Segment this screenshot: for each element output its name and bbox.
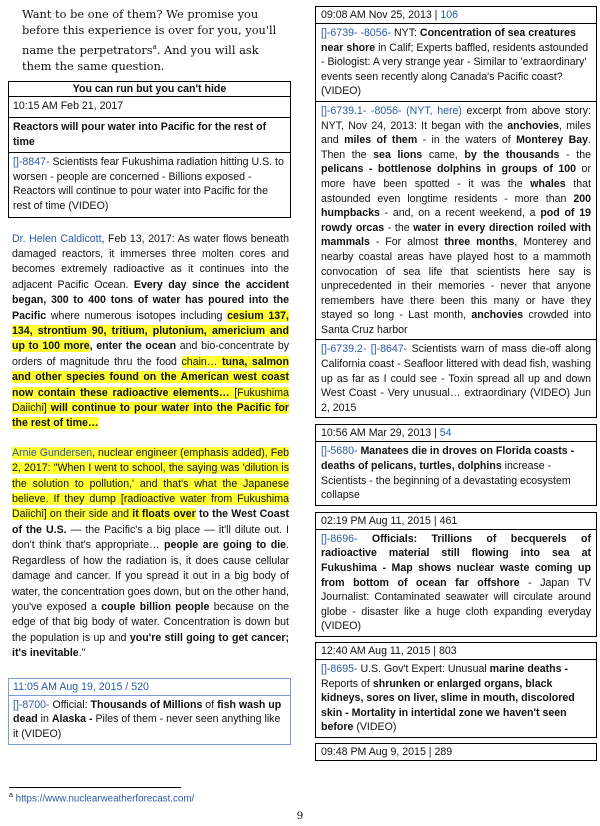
page-number: 9 bbox=[296, 810, 304, 822]
quote-text: . Regardless of how the radiation is, it does cause cellular damage and cancer. If you spread it out in a big body of water, the concentration goes down, but on the other hand, you've exposed a bbox=[12, 539, 289, 613]
quote-highlight: cesium 137, 134, strontium 90, tritium, plutonium, americium and up to 100 more bbox=[12, 309, 289, 353]
quote-text: , Feb 13, 2017: As water flows beneath damaged reactors, it immerses three molten cores and becomes extremely radioactive as it continues into the adjacent Pacific Ocean. bbox=[12, 232, 289, 291]
story-text: . Then the bbox=[321, 134, 591, 161]
story-entry bbox=[9, 696, 290, 745]
timestamp: 09:48 PM Aug 9, 2015 | 289 bbox=[315, 743, 597, 761]
story-text: (VIDEO) bbox=[353, 721, 397, 734]
story-bold: shrunken or enlarged organs, black kidneys, sores on liver, slime in mouth, discolored skin - Mortality in intertidal zone we haven't seen before bbox=[321, 677, 575, 734]
story-text: , Monterey and nearby coastal areas have played host to a mammoth convocation of sea life that scientists here say is unprecedented in their memories - never that anyone remembers have there been this many or have they stayed so long - Last month, bbox=[321, 236, 591, 322]
footnote-link[interactable]: https://www.nuclearweatherforecast.com/ bbox=[15, 793, 195, 805]
quote-highlight: will continue to pour water into the Pacific for the rest of time… bbox=[12, 402, 289, 430]
quote-highlight: [Fukushima Daiichi] bbox=[12, 386, 289, 415]
quote-text: and bio-concentrate by orders of magnitude thru the food bbox=[12, 340, 290, 368]
story-text: - Japan TV Journalist: Contaminated seawater will circulate around globe - disaster like a huge cloth expanding everyday (VIDEO) bbox=[321, 576, 591, 633]
story-text: , miles and bbox=[321, 119, 591, 147]
story-entry bbox=[8, 153, 291, 217]
story-entry bbox=[315, 102, 597, 341]
story-text: crowded into Santa Cruz harbor bbox=[321, 309, 591, 336]
story-link[interactable]: []-6739- -8056- bbox=[321, 27, 392, 39]
story-text: - the bbox=[384, 221, 414, 234]
caldicott-quote bbox=[8, 232, 291, 432]
story-text: or more have been spotted - it was the bbox=[321, 163, 591, 190]
story-text: U.S. Gov't Expert: Unusual bbox=[357, 662, 490, 675]
story-text: - the bbox=[559, 148, 591, 161]
quote-highlight: tuna, salmon and other species found on the American west coast now contain these radioactive elements… bbox=[12, 355, 289, 399]
story-bold: pod of 19 rowdy orcas bbox=[321, 207, 591, 234]
story-text: in Calif; Experts baffled, residents astounded - Biologist: A very strange year - Similar to 'extraordinary' events seen recently along Canada's Pacific coast? (VIDEO) bbox=[321, 41, 589, 98]
box-header: You can run but you can't hide bbox=[8, 81, 291, 97]
story-link[interactable]: []-8847- bbox=[13, 156, 50, 169]
story-text: came, bbox=[422, 148, 465, 161]
story-text: NYT: bbox=[391, 27, 420, 39]
story-bold: Thousands of Millions bbox=[90, 698, 203, 711]
gundersen-link[interactable]: Arnie Gundersen bbox=[12, 446, 93, 459]
story-entry bbox=[315, 660, 597, 738]
quote-highlight: it floats over bbox=[132, 508, 196, 521]
story-bold: Alaska - bbox=[51, 713, 93, 726]
timestamp bbox=[315, 424, 597, 442]
caldicott-link[interactable]: Dr. Helen Caldicott bbox=[12, 232, 102, 245]
quote-bold: people are going to die bbox=[164, 539, 287, 552]
story-text: - For almost bbox=[369, 236, 445, 249]
footnote bbox=[9, 792, 194, 804]
story-text: Piles of them - never seen anything like it (VIDEO) bbox=[13, 713, 281, 740]
story-link[interactable]: []-8700- bbox=[13, 698, 50, 711]
headline-text: Reactors will pour water into Pacific for the rest of time bbox=[13, 121, 267, 148]
story-entry bbox=[315, 530, 597, 637]
story-bold: water in every direction roiled with mammals bbox=[321, 221, 591, 249]
story-bold: Concentration of sea creatures near shore bbox=[321, 27, 576, 54]
story-text: increase - Scientists - the beginning of a devastating ecosystem collapse bbox=[321, 460, 571, 502]
quote-text: because on the edge of that big body of water. Concentration is down but the population is up and bbox=[12, 600, 289, 644]
story-bold: Monterey Bay bbox=[516, 134, 589, 147]
story-text: Scientists warn of mass die-off along California coast - Seafloor littered with dead fish, washing up as far as I could see - Toxin spread all up and down West Coast - Very unusual… extraordinary (VIDEO) Jun 2, 2015 bbox=[321, 343, 591, 414]
fish-story-box bbox=[8, 678, 291, 746]
story-bold: Manatees die in droves on Florida coasts - deaths of pelicans, turtles, dolphins bbox=[321, 445, 575, 473]
story-bold: Officials: Trillions of becquerels of radioactive material still flowing into sea at Fukushima - Map shows nuclear waste coming up from bottom of ocean far offshore bbox=[321, 532, 591, 589]
intro-text: Want to be one of them? We promise you before this experience is over for you, you'll name the perpetrators bbox=[22, 7, 277, 57]
story-text: that astounded even longtime residents - more than bbox=[321, 177, 591, 205]
gundersen-quote bbox=[8, 446, 291, 662]
timestamp: 10:15 AM Feb 21, 2017 bbox=[8, 97, 291, 118]
intro-paragraph bbox=[8, 6, 291, 74]
timestamp bbox=[315, 6, 597, 24]
story-text: in bbox=[37, 713, 52, 726]
story-bold: by the thousands bbox=[464, 148, 560, 161]
story-bold: sea lions bbox=[373, 148, 423, 161]
story-link[interactable]: []-5680- bbox=[321, 445, 358, 458]
quote-bold: , enter the ocean bbox=[89, 340, 177, 353]
story-bold: marine deaths - bbox=[489, 662, 568, 675]
story-bold: anchovies bbox=[471, 309, 524, 322]
footnote-mark: a bbox=[9, 792, 13, 799]
story-bold: anchovies bbox=[507, 119, 560, 132]
story-text: - in the waters of bbox=[417, 134, 517, 147]
quote-text: where numerous isotopes including bbox=[46, 309, 228, 322]
quote-text: — the Pacific's a big place — it'll dilute out. I don't think that's appropriate… bbox=[12, 523, 289, 552]
quote-text: ." bbox=[78, 647, 86, 660]
timestamp-text: 10:56 AM Mar 29, 2013 | bbox=[321, 427, 440, 440]
timestamp-count[interactable]: 54 bbox=[439, 427, 452, 440]
story-text: - and, on a recent weekend, a bbox=[379, 207, 541, 220]
story-bold: miles of them bbox=[344, 134, 418, 147]
story-link[interactable]: []-8696- bbox=[321, 532, 358, 545]
story-text: Scientists fear Fukushima radiation hitting U.S. to worsen - people are concerned - Billions exposed - Reactors will continue to pour water into Pacific for the rest of time (VIDEO) bbox=[13, 156, 284, 212]
footnote-ref[interactable]: a bbox=[152, 42, 157, 51]
story-entry bbox=[315, 24, 597, 102]
story-text: Official: bbox=[49, 698, 91, 711]
footnote-divider bbox=[9, 787, 181, 788]
timestamp-count[interactable]: 106 bbox=[440, 9, 459, 21]
story-bold: whales bbox=[530, 177, 566, 190]
story-bold: pelicans - bottlenose dolphins in groups of 100 bbox=[321, 163, 577, 176]
story-entry bbox=[315, 442, 597, 505]
quote-highlight: , nuclear engineer (emphasis added), Feb 2, 2017: "When I went to school, the saying was 'dilution is the solution to pollution,' and that's what the Japanese believe. If they dump [radioactive water from Fukushima Daiichi] on their side and bbox=[12, 446, 289, 521]
quote-bold: couple billion people bbox=[101, 600, 210, 613]
headline bbox=[8, 118, 291, 153]
story-text: of bbox=[202, 698, 218, 711]
story-text: Reports of bbox=[321, 677, 373, 690]
story-entry bbox=[315, 340, 597, 418]
story-link[interactable]: []-8695- bbox=[321, 662, 358, 675]
intro-text-end: . And you will ask them the same question. bbox=[22, 42, 259, 74]
timestamp: 12:40 AM Aug 11, 2015 | 803 bbox=[315, 642, 597, 660]
story-bold: three months bbox=[444, 236, 515, 249]
story-text: excerpt from above story: NYT, Nov 24, 2013: It began with the bbox=[321, 104, 591, 132]
timestamp-text: 09:08 AM Nov 25, 2013 | bbox=[321, 9, 441, 21]
timestamp: 02:19 PM Aug 11, 2015 | 461 bbox=[315, 512, 597, 530]
story-link[interactable]: []-6739.1- -8056- (NYT, here) bbox=[321, 104, 462, 117]
quote-bold: to the West Coast of the U.S. bbox=[12, 508, 290, 536]
story-bold: 200 humpbacks bbox=[321, 192, 591, 220]
timestamp: 11:05 AM Aug 19, 2015 / 520 bbox=[9, 679, 290, 696]
quote-bold: you're still going to get cancer; it's inevitable bbox=[12, 631, 289, 660]
quote-bold: Every day since the accident began, 300 to 400 tons of water has poured into the Pacific bbox=[12, 278, 289, 322]
left-column bbox=[8, 0, 291, 745]
quote-highlight: chain… bbox=[181, 355, 218, 368]
right-column bbox=[315, 6, 597, 761]
story-bold: fish wash up dead bbox=[13, 698, 282, 726]
story-link[interactable]: []-6739.2- []-8647- bbox=[321, 343, 408, 356]
